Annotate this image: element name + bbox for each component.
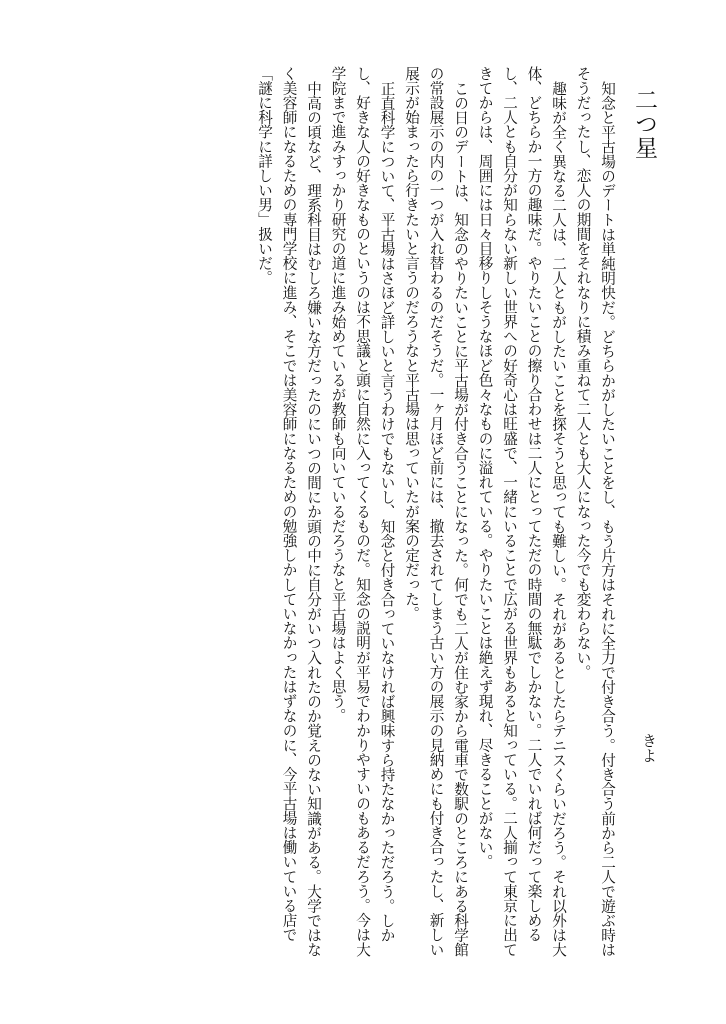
story-body <box>139 66 619 966</box>
paragraph: 趣味が全く異なる二人は、二人ともがしたいことを探そうと思っても難しい。それがあるとしたらテニスくらいだろう。それ以外は大体、どちらか一方の趣味だ。やりたいことの擦り合わせは二人にとってただの時間の無駄でしかない。二人でいれば何だって楽しめるし、二人とも自分が知らない新しい世界への好奇心は旺盛で、一緒にいることで広がる世界もあると知っている。二人揃って東京に出てきてからは、周囲には日々目移りしそうなほど色々なものに溢れている。やりたいことは絶えず現れ、尽きることがない。 <box>476 66 567 957</box>
paragraph: 中高の頃など、理系科目はむしろ嫌いな方だったのにいつの間にか頭の中に自分がいつ入れたのか覚えのない知識がある。大学ではなく美容師になるための専門学校に進み、そこでは美容師になるための勉強しかしていなかったはずなのに、今平古場は働いている店で「謎に科学に詳しい男」扱いだ。 <box>256 66 322 957</box>
paragraph: 知念と平古場のデートは単純明快だ。どちらかがしたいことをし、もう片方はそれに全力で付き合う。付き合う前から二人で遊ぶ時はそうだったし、恋人の期間をそれなりに積み重ねて二人とも大人になった今でも変わらない。 <box>574 66 616 957</box>
paragraph: この日のデートは、知念のやりたいことに平古場が付き合うことになった。何でも二人が住む家から電車で数駅のところにある科学館の常設展示の内の一つが入れ替わるのだそうだ。一ヶ月ほど前には、撤去されてしまう古い方の展示の見納めにも付き合ったし、新しい展示が始まったら行きたいと言うのだろうなと平古場は思っていたが案の定だった。 <box>403 66 469 957</box>
author-name: きよ <box>640 733 658 763</box>
story-title: 二つ星 <box>631 88 657 160</box>
paragraph: 正直科学について、平古場はさほど詳しいと言うわけでもないし、知念と付き合っていなければ興味すら持たなかっただろう。しかし、好きな人の好きなものというのは不思議と頭に自然に入ってくるものだ。知念の説明が平易でわかりやすいのもあるだろう。今は大学院まで進みすっかり研究の道に進み始めているが教師も向いているだろうなと平古場はよく思う。 <box>329 66 396 957</box>
